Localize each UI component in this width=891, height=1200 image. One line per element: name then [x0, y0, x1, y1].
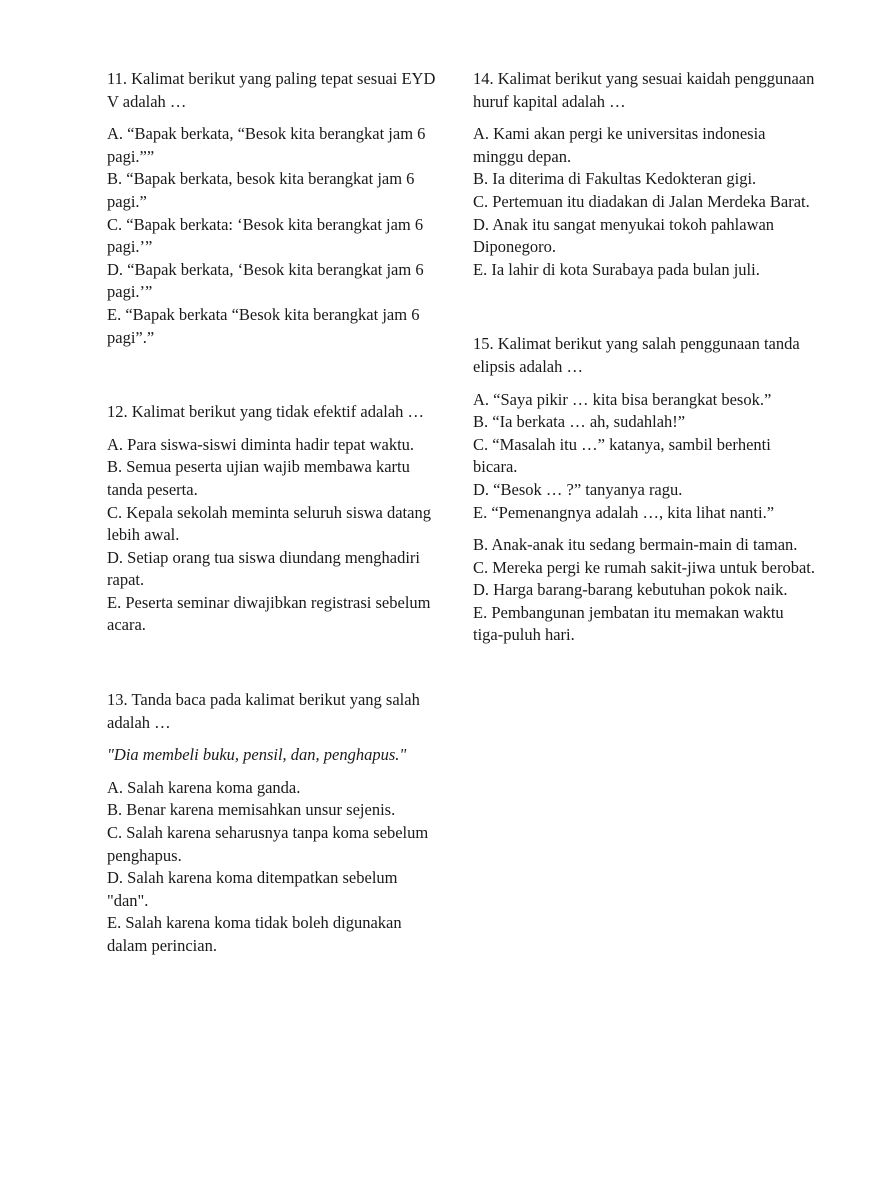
extra-options: [473, 534, 818, 647]
question-11-option-a: A. “Bapak berkata, “Besok kita berangkat jam 6 pagi.””: [107, 124, 426, 166]
question-12-option-e: E. Peserta seminar diwajibkan registrasi sebelum acara.: [107, 592, 431, 635]
question-13: [107, 689, 442, 958]
question-15-stem: 15. Kalimat berikut yang salah penggunaan tanda elipsis adalah …: [473, 334, 800, 376]
question-13-option-c: C. Salah karena seharusnya tanpa koma sebelum penghapus.: [107, 823, 429, 865]
question-14-option-c: C. Pertemuan itu diadakan di Jalan Merdeka Barat.: [473, 191, 810, 211]
question-15-option-b: B. “Ia berkata … ah, sudahlah!”: [473, 412, 686, 432]
question-14-stem: 14. Kalimat berikut yang sesuai kaidah penggunaan huruf kapital adalah …: [473, 69, 815, 111]
question-11-option-c: C. “Bapak berkata: ‘Besok kita berangkat jam 6 pagi.’”: [107, 214, 424, 257]
extra-option-e: E. Pembangunan jembatan itu memakan waktu tiga-puluh hari.: [473, 602, 784, 645]
question-15-option-c: C. “Masalah itu …” katanya, sambil berhenti bicara.: [473, 434, 771, 477]
question-12-option-a: A. Para siswa-siswi diminta hadir tepat waktu.: [107, 434, 415, 454]
question-11-stem: 11. Kalimat berikut yang paling tepat sesuai EYD V adalah …: [107, 69, 436, 111]
question-12-option-c: C. Kepala sekolah meminta seluruh siswa datang lebih awal.: [107, 502, 431, 545]
question-11-option-d: D. “Bapak berkata, ‘Besok kita berangkat jam 6 pagi.’”: [107, 259, 424, 302]
extra-option-d: D. Harga barang-barang kebutuhan pokok naik.: [473, 580, 788, 600]
extra-option-c: C. Mereka pergi ke rumah sakit-jiwa untuk berobat.: [473, 557, 815, 577]
question-14: [473, 68, 818, 281]
question-13-quote: "Dia membeli buku, pensil, dan, penghapus.": [107, 745, 407, 765]
question-13-option-b: B. Benar karena memisahkan unsur sejenis.: [107, 800, 396, 820]
question-12-stem: 12. Kalimat berikut yang tidak efektif adalah …: [107, 402, 425, 422]
question-13-option-e: E. Salah karena koma tidak boleh digunakan dalam perincian.: [107, 913, 402, 955]
question-15-option-e: E. “Pemenangnya adalah …, kita lihat nanti.”: [473, 502, 775, 522]
question-14-option-a: A. Kami akan pergi ke universitas indonesia minggu depan.: [473, 124, 766, 166]
extra-option-b: B. Anak-anak itu sedang bermain-main di taman.: [473, 535, 798, 555]
question-12-option-b: B. Semua peserta ujian wajib membawa kartu tanda peserta.: [107, 457, 410, 499]
left-column: [107, 68, 442, 958]
question-12-option-d: D. Setiap orang tua siswa diundang menghadiri rapat.: [107, 547, 420, 590]
question-11-option-b: B. “Bapak berkata, besok kita berangkat jam 6 pagi.”: [107, 169, 415, 211]
question-14-option-e: E. Ia lahir di kota Surabaya pada bulan juli.: [473, 259, 760, 279]
question-12: [107, 401, 442, 637]
question-14-option-b: B. Ia diterima di Fakultas Kedokteran gigi.: [473, 169, 757, 189]
question-14-option-d: D. Anak itu sangat menyukai tokoh pahlawan Diponegoro.: [473, 214, 775, 257]
question-15: [473, 333, 818, 524]
question-11: [107, 68, 442, 349]
question-13-stem: 13. Tanda baca pada kalimat berikut yang salah adalah …: [107, 690, 420, 732]
question-11-option-e: E. “Bapak berkata “Besok kita berangkat jam 6 pagi”.”: [107, 304, 420, 347]
question-15-option-a: A. “Saya pikir … kita bisa berangkat besok.”: [473, 389, 772, 409]
question-13-option-d: D. Salah karena koma ditempatkan sebelum "dan".: [107, 868, 398, 910]
question-15-option-d: D. “Besok … ?” tanyanya ragu.: [473, 479, 683, 499]
right-column: [473, 68, 818, 647]
question-13-option-a: A. Salah karena koma ganda.: [107, 777, 301, 797]
